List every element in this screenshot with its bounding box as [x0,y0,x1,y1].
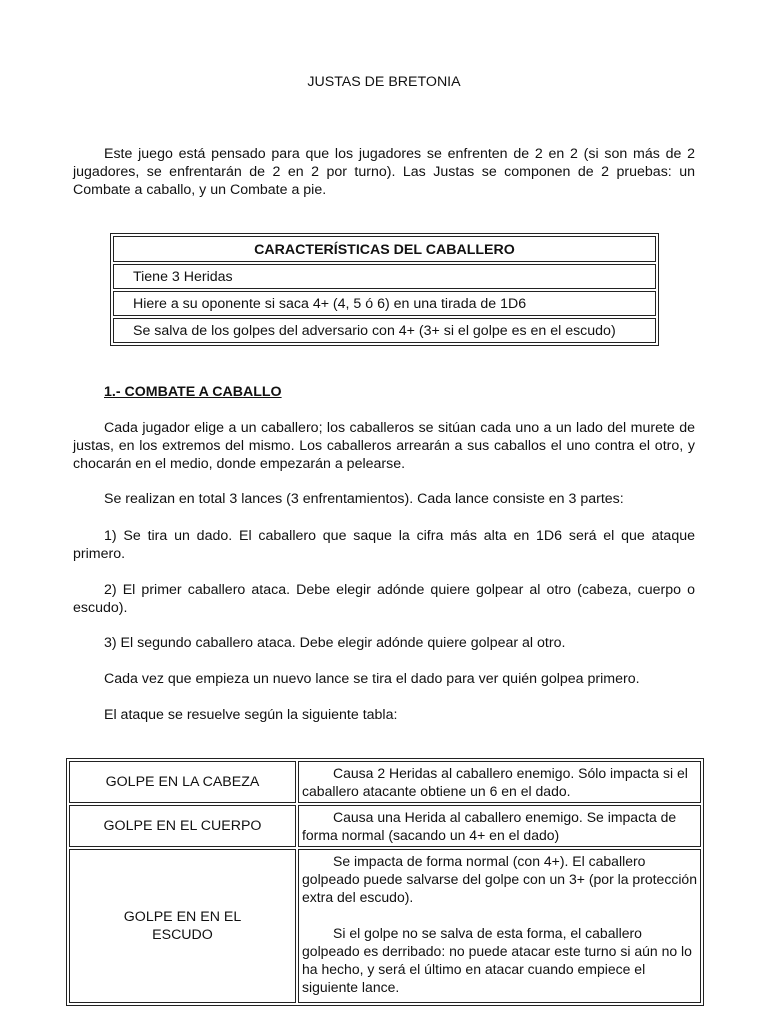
hit-effect-text: Causa una Herida al caballero enemigo. Se impacta de forma normal (sacando un 4+ en el dado) [302,809,677,843]
hit-effect-cell [298,761,701,803]
characteristic-row: Se salva de los golpes del adversario con 4+ (3+ si el golpe es en el escudo) [113,318,656,343]
section-heading: 1.- COMBATE A CABALLO [104,384,282,400]
hit-effect-text: Causa 2 Heridas al caballero enemigo. Sólo impacta si el caballero atacante obtiene un 6 en el dado. [302,765,688,799]
hits-table [66,758,704,1006]
hit-effect-text: Si el golpe no se salva de esta forma, el caballero golpeado es derribado: no puede atacar este turno si aún no lo ha hecho, y será el último en atacar cuando empiece el siguiente lance. [302,925,692,995]
intro-paragraph: Este juego está pensado para que los jugadores se enfrenten de 2 en 2 (si son más de 2 jugadores, se enfrentarán de 2 en 2 por turno). Las Justas se componen de 2 pruebas: un Combate a caballo, y un Combate a pie. [73,146,695,198]
table-row [69,849,701,1003]
characteristics-header: CARACTERÍSTICAS DEL CABALLERO [113,236,656,262]
hit-location-cell: GOLPE EN LA CABEZA [69,761,296,803]
body-paragraph: 1) Se tira un dado. El caballero que saque la cifra más alta en 1D6 será el que ataque primero. [73,528,695,562]
hit-effect-text: Se impacta de forma normal (con 4+). El caballero golpeado puede salvarse del golpe con un 3+ (por la protección extra del escudo). [302,853,698,905]
hit-effect-cell [298,805,701,847]
paragraph-gap [302,906,697,924]
body-paragraph: 2) El primer caballero ataca. Debe elegir adónde quiere golpear al otro (cabeza, cuerpo o escudo). [73,582,695,616]
document-title: JUSTAS DE BRETONIA [307,74,461,90]
body-paragraph: Cada vez que empieza un nuevo lance se tira el dado para ver quién golpea primero. [104,671,640,687]
characteristic-row: Hiere a su oponente si saca 4+ (4, 5 ó 6) en una tirada de 1D6 [113,291,656,316]
body-paragraph: 3) El segundo caballero ataca. Debe elegir adónde quiere golpear al otro. [104,635,566,651]
table-row [69,761,701,803]
body-paragraph: Se realizan en total 3 lances (3 enfrentamientos). Cada lance consiste en 3 partes: [104,491,624,507]
characteristic-row: Tiene 3 Heridas [113,264,656,289]
hit-effect-cell [298,849,701,1003]
body-paragraph: El ataque se resuelve según la siguiente tabla: [104,707,398,723]
body-paragraph: Cada jugador elige a un caballero; los caballeros se sitúan cada uno a un lado del murete de justas, en los extremos del mismo. Los caballeros arrearán a sus caballos el uno contra el otro, y chocarán en el medio, donde empezarán a pelearse. [73,420,695,472]
table-row [69,805,701,847]
hit-location-cell: GOLPE EN EL CUERPO [69,805,296,847]
characteristics-table [110,233,659,346]
hit-location-cell: GOLPE EN EN EL ESCUDO [69,849,296,1003]
